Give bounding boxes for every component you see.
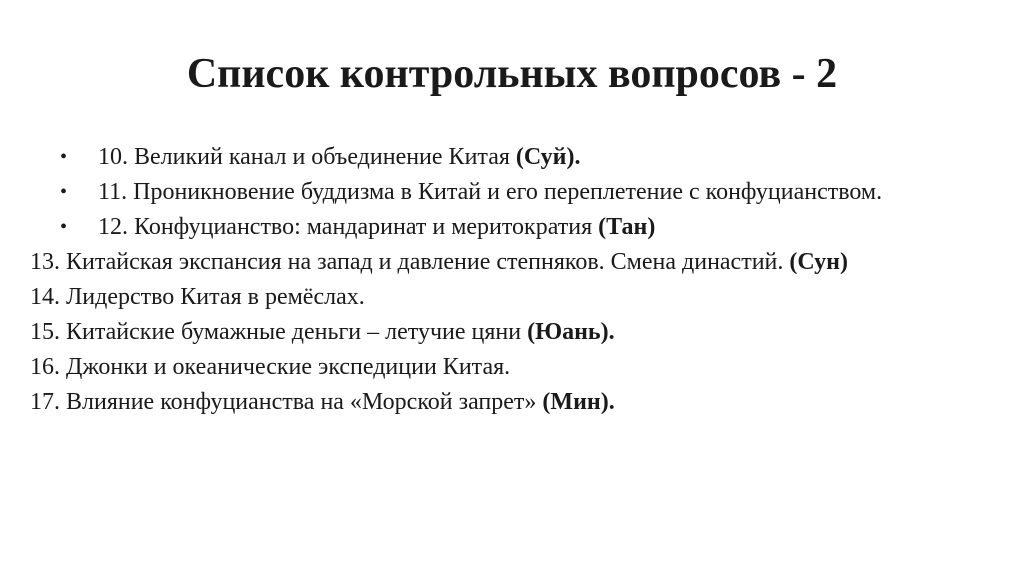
question-item-14 xyxy=(30,280,960,315)
question-text: 11. Проникновение буддизма в Китай и его переплетение с конфуцианством. xyxy=(98,179,883,205)
question-dynasty: (Мин). xyxy=(542,389,615,415)
question-text: 16. Джонки и океанические экспедиции Китая. xyxy=(30,354,511,380)
bullet-icon: • xyxy=(60,181,68,203)
question-item-12 xyxy=(60,210,960,245)
question-list xyxy=(30,140,960,420)
bullet-icon: • xyxy=(60,146,68,168)
question-dynasty: (Сун) xyxy=(789,249,848,275)
bullet-icon: • xyxy=(60,216,68,238)
question-item-15 xyxy=(30,315,960,350)
question-text: 10. Великий канал и объединение Китая xyxy=(98,144,516,170)
question-item-10 xyxy=(60,140,960,175)
question-text: 13. Китайская экспансия на запад и давление степняков. Смена династий. xyxy=(30,249,790,275)
slide-title: Список контрольных вопросов - 2 xyxy=(186,51,838,97)
question-text: 14. Лидерство Китая в ремёслах. xyxy=(30,284,365,310)
question-item-16 xyxy=(30,350,960,385)
question-dynasty: (Суй). xyxy=(515,144,581,170)
question-text: 15. Китайские бумажные деньги – летучие цяни xyxy=(30,319,528,345)
question-dynasty: (Тан) xyxy=(598,214,656,240)
question-item-13 xyxy=(30,245,960,280)
question-text: 17. Влияние конфуцианства на «Морской запрет» xyxy=(30,389,543,415)
question-item-11 xyxy=(60,175,960,210)
question-text: 12. Конфуцианство: мандаринат и меритократия xyxy=(98,214,599,240)
question-item-17 xyxy=(30,385,960,420)
question-dynasty: (Юань). xyxy=(527,319,615,345)
